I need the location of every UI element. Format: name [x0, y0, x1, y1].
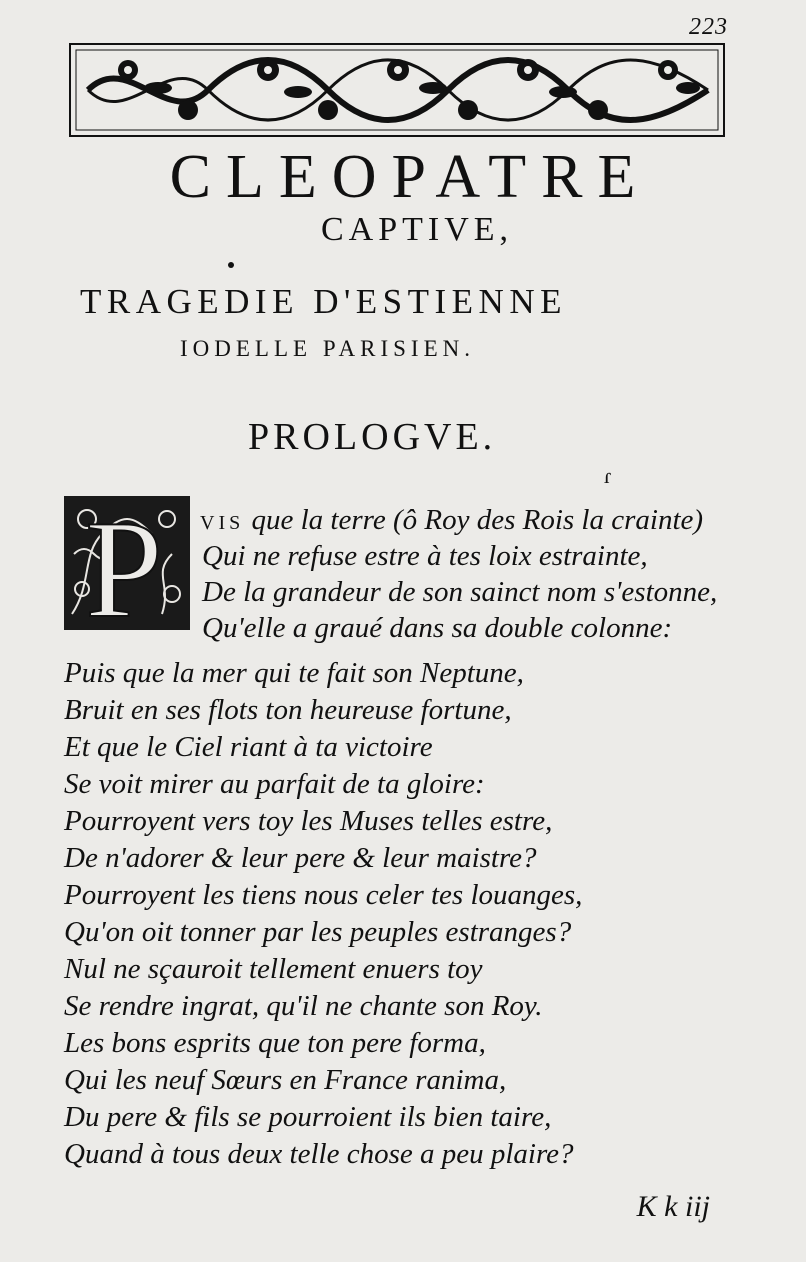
- printer-mark: ɾ: [604, 463, 612, 488]
- page-number: 223: [689, 14, 728, 40]
- decorated-drop-cap: [62, 494, 192, 632]
- verse-line-8: Se voit mirer au parfait de ta gloire:: [64, 768, 485, 800]
- verse-line-9: Pourroyent vers toy les Muses telles estre,: [64, 805, 553, 837]
- verse-line-15: Les bons esprits que ton pere forma,: [64, 1027, 486, 1059]
- verse-line-14: Se rendre ingrat, qu'il ne chante son Roy.: [64, 990, 543, 1022]
- verse-line-5: Puis que la mer qui te fait son Neptune,: [64, 657, 524, 689]
- verse-line-7: Et que le Ciel riant à ta victoire: [64, 731, 433, 763]
- verse-line-16: Qui les neuf Sœurs en France ranima,: [64, 1064, 507, 1096]
- verse-line-13: Nul ne sçauroit tellement enuers toy: [64, 953, 483, 985]
- play-subtitle: CAPTIVE,: [320, 211, 514, 248]
- verse-line-17: Du pere & fils se pourroient ils bien taire,: [64, 1101, 552, 1133]
- verse-line-6: Bruit en ses flots ton heureuse fortune,: [64, 694, 512, 726]
- first-line-caps: VIS: [200, 512, 245, 534]
- play-title: CLEOPATRE: [169, 143, 651, 211]
- verse-line-4: Qu'elle a graué dans sa double colonne:: [202, 612, 673, 644]
- verse-line-2: Qui ne refuse estre à tes loix estrainte,: [202, 540, 648, 572]
- tragedie-line: TRAGEDIE D'ESTIENNE: [80, 282, 567, 321]
- verse-line-3: De la grandeur de son sainct nom s'estonne,: [202, 576, 718, 608]
- verse-line-10: De n'adorer & leur pere & leur maistre?: [64, 842, 537, 874]
- author-line: IODELLE PARISIEN.: [180, 336, 475, 361]
- signature-mark: K k iij: [636, 1190, 710, 1223]
- floral-headpiece-ornament: [68, 40, 726, 140]
- verse-line-11: Pourroyent les tiens nous celer tes louanges,: [64, 879, 583, 911]
- drop-cap-letter: P: [85, 494, 163, 632]
- verse-line-18: Quand à tous deux telle chose a peu plaire?: [64, 1138, 574, 1170]
- verse-line-12: Qu'on oit tonner par les peuples estranges?: [64, 916, 572, 948]
- section-title: PROLOGVE.: [248, 416, 497, 458]
- verse-text: que la terre (ô Roy des Rois la crainte): [251, 504, 704, 536]
- separator-dot: [228, 262, 234, 268]
- verse-line-1: [200, 502, 703, 541]
